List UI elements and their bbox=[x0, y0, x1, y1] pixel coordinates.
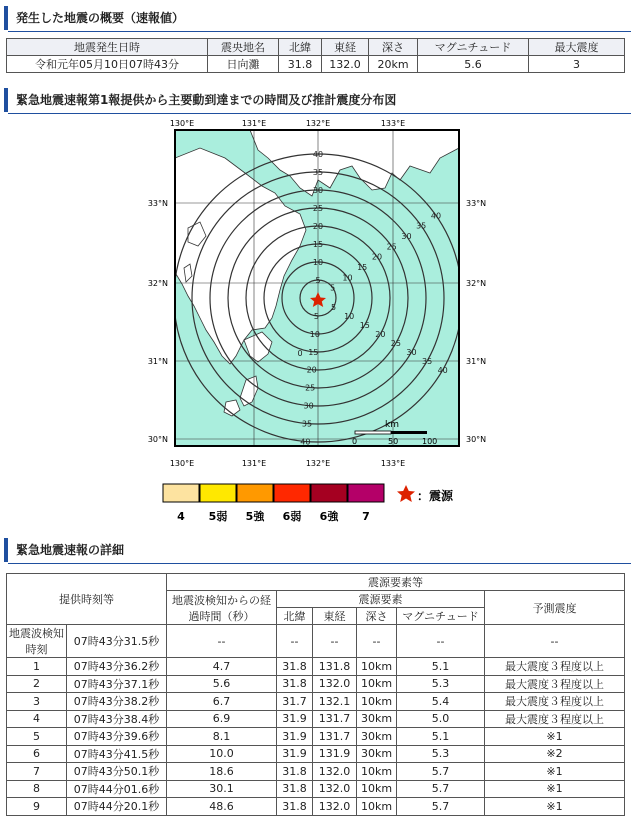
table-cell: 最大震度３程度以上 bbox=[485, 693, 625, 711]
contour-label: 25 bbox=[390, 339, 401, 348]
table-cell: 132.0 bbox=[313, 763, 357, 781]
latitude-label: 31°N bbox=[147, 357, 168, 366]
table-cell: 131.7 bbox=[313, 710, 357, 728]
table-cell: 最大震度３程度以上 bbox=[485, 658, 625, 676]
detect-label: 地震波検知時刻 bbox=[7, 625, 67, 658]
summary-table bbox=[6, 38, 625, 73]
longitude-label: 130°E bbox=[169, 119, 195, 128]
scale-bar-segment bbox=[355, 431, 391, 434]
contour-label: 15 bbox=[308, 347, 319, 357]
summary-cell: 令和元年05月10日07時43分 bbox=[7, 56, 208, 73]
table-cell: 8.1 bbox=[167, 728, 277, 746]
table-cell: 最大震度３程度以上 bbox=[485, 710, 625, 728]
details-header-mag: マグニチュード bbox=[397, 608, 485, 625]
latitude-label: 32°N bbox=[147, 279, 168, 288]
summary-header: 最大震度 bbox=[529, 39, 625, 56]
table-cell: 07時43分38.4秒 bbox=[67, 710, 167, 728]
table-row bbox=[7, 798, 625, 816]
table-cell: 31.8 bbox=[277, 675, 313, 693]
table-cell: 31.9 bbox=[277, 745, 313, 763]
table-cell: 5.1 bbox=[397, 658, 485, 676]
table-cell: 10.0 bbox=[167, 745, 277, 763]
table-cell: 132.0 bbox=[313, 798, 357, 816]
summary-header: 深さ bbox=[369, 39, 418, 56]
summary-data-row bbox=[7, 56, 625, 73]
table-cell: ※1 bbox=[485, 728, 625, 746]
contour-label: 10 bbox=[312, 258, 324, 267]
table-cell: 5.6 bbox=[167, 675, 277, 693]
section-title-map bbox=[4, 88, 631, 112]
legend-label: 4 bbox=[177, 510, 185, 523]
table-cell: 30km bbox=[357, 728, 397, 746]
contour-label: 25 bbox=[312, 204, 324, 213]
table-cell: 31.8 bbox=[277, 798, 313, 816]
section-title-summary bbox=[4, 6, 631, 30]
table-cell: 4.7 bbox=[167, 658, 277, 676]
details-table bbox=[6, 573, 625, 816]
table-cell: 07時43分36.2秒 bbox=[67, 658, 167, 676]
summary-header: 北緯 bbox=[279, 39, 322, 56]
detect-cell: -- bbox=[313, 625, 357, 658]
legend-swatch bbox=[163, 484, 199, 502]
table-row bbox=[7, 710, 625, 728]
table-row bbox=[7, 780, 625, 798]
table-cell: 6.7 bbox=[167, 693, 277, 711]
table-cell: 132.1 bbox=[313, 693, 357, 711]
legend-swatch bbox=[311, 484, 347, 502]
latitude-label: 33°N bbox=[466, 199, 487, 208]
table-cell: 10km bbox=[357, 798, 397, 816]
table-cell: 最大震度３程度以上 bbox=[485, 675, 625, 693]
table-row bbox=[7, 763, 625, 781]
latitude-label: 30°N bbox=[147, 435, 168, 444]
section-title-details bbox=[4, 538, 631, 562]
contour-label: 35 bbox=[312, 168, 324, 177]
contour-label: 35 bbox=[422, 357, 433, 366]
legend-swatch bbox=[237, 484, 273, 502]
table-row bbox=[7, 745, 625, 763]
details-header-row bbox=[7, 574, 625, 591]
contour-label: 5 bbox=[313, 311, 319, 321]
contour-label: 30 bbox=[312, 186, 324, 195]
details-header-lon: 東経 bbox=[313, 608, 357, 625]
contour-label: 20 bbox=[312, 222, 324, 231]
scale-tick: 100 bbox=[422, 437, 438, 446]
section-title-map-text: 緊急地震速報第1報提供から主要動到達までの時間及び推計震度分布図 bbox=[16, 93, 397, 107]
intensity-legend bbox=[163, 484, 384, 523]
table-cell: 31.8 bbox=[277, 658, 313, 676]
details-header-depth: 深さ bbox=[357, 608, 397, 625]
table-cell: 18.6 bbox=[167, 763, 277, 781]
epicenter-legend-label: ：震源 bbox=[417, 489, 454, 503]
section-title-details-text: 緊急地震速報の詳細 bbox=[16, 543, 125, 557]
summary-header: 地震発生日時 bbox=[7, 39, 208, 56]
legend-label: 7 bbox=[362, 510, 370, 523]
legend-label: 6強 bbox=[319, 510, 339, 523]
longitude-label: 130°E bbox=[169, 459, 195, 468]
table-cell: 132.0 bbox=[313, 780, 357, 798]
table-cell: 48.6 bbox=[167, 798, 277, 816]
contour-label: 20 bbox=[306, 365, 317, 375]
longitude-label: 133°E bbox=[380, 119, 406, 128]
table-cell: 07時44分01.6秒 bbox=[67, 780, 167, 798]
summary-header-row bbox=[7, 39, 625, 56]
table-cell: 131.9 bbox=[313, 745, 357, 763]
table-cell: 5.3 bbox=[397, 675, 485, 693]
details-header-element: 震源要素等 bbox=[167, 574, 625, 591]
contour-label: 30 bbox=[401, 232, 412, 242]
table-row bbox=[7, 693, 625, 711]
epicenter-legend-star-icon bbox=[397, 485, 415, 502]
table-row bbox=[7, 658, 625, 676]
table-cell: 3 bbox=[7, 693, 67, 711]
table-cell: 4 bbox=[7, 710, 67, 728]
table-cell: ※1 bbox=[485, 798, 625, 816]
contour-label: 5 bbox=[330, 283, 336, 293]
scale-tick: 50 bbox=[388, 437, 399, 446]
table-cell: 5.1 bbox=[397, 728, 485, 746]
legend-swatch bbox=[348, 484, 384, 502]
latitude-label: 33°N bbox=[147, 199, 168, 208]
longitude-label: 133°E bbox=[380, 459, 406, 468]
longitude-label: 131°E bbox=[241, 119, 267, 128]
table-cell: 2 bbox=[7, 675, 67, 693]
contour-label: 0 bbox=[297, 349, 303, 358]
table-cell: 31.8 bbox=[277, 763, 313, 781]
table-cell: 07時43分41.5秒 bbox=[67, 745, 167, 763]
detect-cell: -- bbox=[485, 625, 625, 658]
table-cell: 07時44分20.1秒 bbox=[67, 798, 167, 816]
table-cell: 5.7 bbox=[397, 798, 485, 816]
detect-cell: -- bbox=[397, 625, 485, 658]
legend-label: 5弱 bbox=[208, 510, 228, 523]
table-cell: 10km bbox=[357, 763, 397, 781]
table-cell: 5.0 bbox=[397, 710, 485, 728]
details-header-source: 震源要素 bbox=[277, 591, 485, 608]
table-cell: 10km bbox=[357, 693, 397, 711]
table-cell: 1 bbox=[7, 658, 67, 676]
longitude-label: 132°E bbox=[305, 119, 331, 128]
table-cell: 31.7 bbox=[277, 693, 313, 711]
latitude-label: 31°N bbox=[466, 357, 487, 366]
legend-swatch bbox=[200, 484, 236, 502]
table-cell: 5 bbox=[7, 728, 67, 746]
contour-label: 35 bbox=[416, 221, 427, 231]
longitude-label: 131°E bbox=[241, 459, 267, 468]
table-row bbox=[7, 675, 625, 693]
table-cell: ※2 bbox=[485, 745, 625, 763]
summary-cell: 日向灘 bbox=[208, 56, 279, 73]
latitude-label: 30°N bbox=[466, 435, 487, 444]
contour-label: 15 bbox=[312, 240, 324, 249]
table-cell: 6 bbox=[7, 745, 67, 763]
summary-cell: 20km bbox=[369, 56, 418, 73]
table-cell: 5.3 bbox=[397, 745, 485, 763]
legend-swatch bbox=[274, 484, 310, 502]
details-header-forecast: 予測震度 bbox=[485, 591, 625, 625]
contour-label: 35 bbox=[301, 419, 313, 429]
detect-cell: 07時43分31.5秒 bbox=[67, 625, 167, 658]
details-header-provide: 提供時刻等 bbox=[7, 574, 167, 625]
table-cell: 10km bbox=[357, 780, 397, 798]
longitude-label: 132°E bbox=[305, 459, 331, 468]
table-cell: 07時43分39.6秒 bbox=[67, 728, 167, 746]
table-cell: ※1 bbox=[485, 763, 625, 781]
scale-unit: km bbox=[385, 420, 399, 430]
table-cell: 07時43分38.2秒 bbox=[67, 693, 167, 711]
contour-label: 20 bbox=[371, 252, 383, 262]
contour-label: 40 bbox=[437, 366, 448, 375]
contour-label: 40 bbox=[312, 150, 324, 159]
legend-label: 6弱 bbox=[282, 510, 302, 523]
table-cell: 07時43分37.1秒 bbox=[67, 675, 167, 693]
contour-label: 10 bbox=[309, 329, 320, 339]
table-cell: ※1 bbox=[485, 780, 625, 798]
table-cell: 31.9 bbox=[277, 728, 313, 746]
table-cell: 31.9 bbox=[277, 710, 313, 728]
summary-cell: 132.0 bbox=[322, 56, 369, 73]
table-cell: 9 bbox=[7, 798, 67, 816]
table-cell: 30.1 bbox=[167, 780, 277, 798]
details-header-lat: 北緯 bbox=[277, 608, 313, 625]
contour-label: 5 bbox=[315, 276, 321, 285]
contour-label: 20 bbox=[375, 330, 386, 339]
detect-cell: -- bbox=[357, 625, 397, 658]
detect-cell: -- bbox=[277, 625, 313, 658]
table-cell: 132.0 bbox=[313, 675, 357, 693]
contour-label: 30 bbox=[303, 401, 314, 411]
contour-label: 25 bbox=[305, 383, 316, 393]
summary-cell: 31.8 bbox=[279, 56, 322, 73]
table-row bbox=[7, 728, 625, 746]
detail-rows bbox=[7, 658, 625, 816]
contour-label: 10 bbox=[344, 312, 355, 321]
table-cell: 5.7 bbox=[397, 763, 485, 781]
table-cell: 10km bbox=[357, 658, 397, 676]
table-cell: 6.9 bbox=[167, 710, 277, 728]
section-title-summary-text: 発生した地震の概要（速報値） bbox=[16, 11, 185, 25]
table-cell: 131.8 bbox=[313, 658, 357, 676]
table-cell: 30km bbox=[357, 745, 397, 763]
table-cell: 7 bbox=[7, 763, 67, 781]
contour-label: 30 bbox=[406, 348, 417, 357]
contour-label: 15 bbox=[359, 321, 370, 330]
table-cell: 5.4 bbox=[397, 693, 485, 711]
latitude-label: 32°N bbox=[466, 279, 487, 288]
table-cell: 07時43分50.1秒 bbox=[67, 763, 167, 781]
contour-label: 40 bbox=[300, 437, 311, 447]
details-header-elapsed: 地震波検知からの経過時間（秒） bbox=[167, 591, 277, 625]
map-area bbox=[0, 118, 637, 530]
table-cell: 31.8 bbox=[277, 780, 313, 798]
table-cell: 131.7 bbox=[313, 728, 357, 746]
contour-label: 25 bbox=[386, 242, 397, 252]
contour-label: 10 bbox=[342, 273, 353, 283]
summary-header: 東経 bbox=[322, 39, 369, 56]
detect-row bbox=[7, 625, 625, 658]
summary-cell: 5.6 bbox=[418, 56, 529, 73]
table-cell: 30km bbox=[357, 710, 397, 728]
summary-header: マグニチュード bbox=[418, 39, 529, 56]
scale-tick: 0 bbox=[352, 437, 358, 446]
summary-cell: 3 bbox=[529, 56, 625, 73]
detect-cell: -- bbox=[167, 625, 277, 658]
contour-label: 5 bbox=[331, 303, 337, 312]
legend-label: 5強 bbox=[245, 510, 265, 523]
table-cell: 8 bbox=[7, 780, 67, 798]
contour-label: 15 bbox=[357, 263, 368, 272]
table-cell: 5.7 bbox=[397, 780, 485, 798]
table-cell: 10km bbox=[357, 675, 397, 693]
summary-header: 震央地名 bbox=[208, 39, 279, 56]
intensity-map bbox=[0, 118, 637, 530]
contour-label: 40 bbox=[430, 211, 442, 221]
